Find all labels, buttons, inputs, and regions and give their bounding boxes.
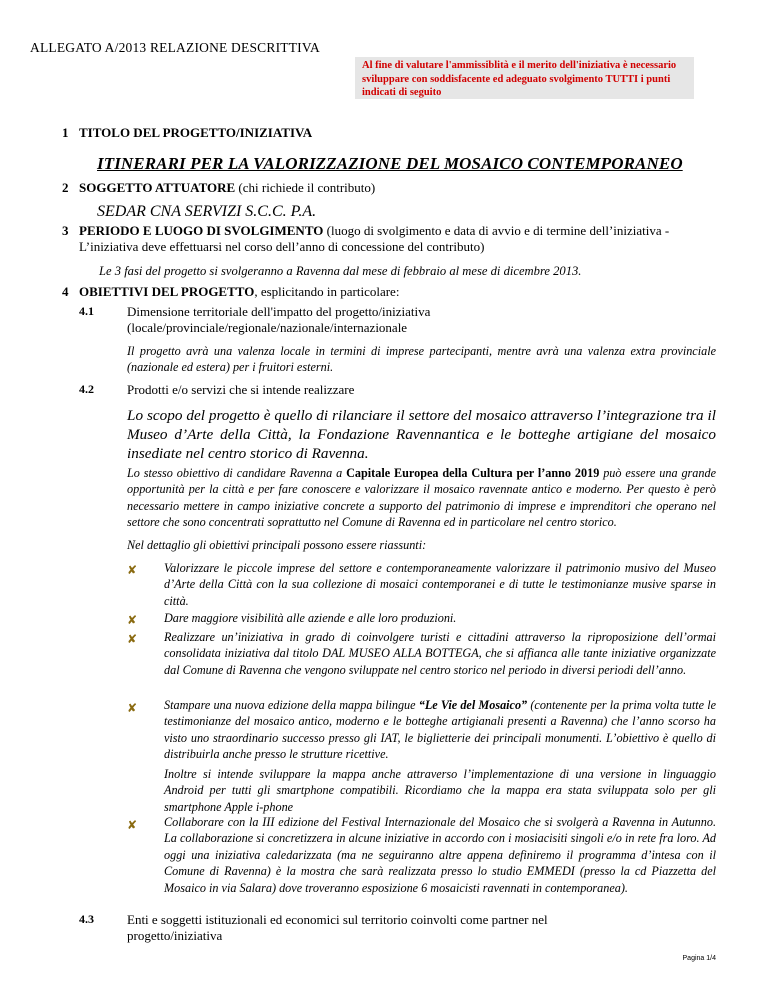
cross-bullet-icon: ✘ [127, 613, 138, 627]
cross-bullet-icon: ✘ [127, 632, 138, 646]
section3-number: 3 [62, 223, 69, 238]
section3-label: PERIODO E LUOGO DI SVOLGIMENTO [79, 223, 324, 238]
cross-bullet-icon: ✘ [127, 563, 138, 577]
para-post: può essere una grande opportunità per la città e per fare conoscere e valorizzare il mosaico ravennate antico e moderno. Per questo è però necessario mettere in campo iniziative concrete a supporto del patrimonio di imprese e imprenditori che operano nel settore che sono concentrati soprattutto nel Comune di Ravenna ed in particolare nel centro storico. [127, 466, 716, 530]
notice-box: Al fine di valutare l'ammissiblità e il merito dell'iniziativa è necessario sviluppare con soddisfacente ed adeguato svolgimento TUTTI i punti indicati di seguito [355, 57, 694, 99]
section3-note: (luogo di svolgimento e data di avvio e di termine dell’iniziativa - L’iniziativa deve effettuarsi nel corso dell’anno di concessione del contributo) [79, 223, 670, 254]
project-title: ITINERARI PER LA VALORIZZAZIONE DEL MOSAICO CONTEMPORANEO [97, 154, 683, 173]
section2-note: (chi richiede il contributo) [235, 180, 376, 195]
capital-culture-paragraph [127, 465, 716, 531]
page-number: Pagina 1/4 [682, 955, 716, 962]
objective-2: Dare maggiore visibilità alle aziende e alle loro produzioni. [164, 611, 457, 625]
sub41-value: Il progetto avrà una valenza locale in termini di imprese partecipanti, mentre avrà una valenza extra provinciale (nazionale ed estera) per i fruitori esterni. [127, 344, 716, 375]
section1-label: TITOLO DEL PROGETTO/INIZIATIVA [79, 125, 313, 140]
section4-number: 4 [62, 284, 69, 299]
objectives-intro: Nel dettaglio gli obiettivi principali possono essere riassunti: [127, 538, 427, 552]
b4-pre: Stampare una nuova edizione della mappa bilingue [164, 698, 419, 712]
section1-number: 1 [62, 125, 69, 140]
objective-5: Collaborare con la III edizione del Festival Internazionale del Mosaico che si svolgerà a Ravenna in Autunno. La collaborazione si concretizzera in alcune iniziative in accordo con i mosiacisiti singoli e/o in rete fra loro. Ad oggi una iniziativa caledarizzata (ma ne seguiranno altre appena definiremo il programma d’intesa con il Comune di Ravenna) è la mostra che sarà realizzata presso lo studio EMMEDI (presso la cd Piazzetta del Mosaico in via Salara) dove troveranno esposizione 6 mosaicisti ravennati in contemporanea). [164, 815, 716, 895]
objective-1: Valorizzare le piccole imprese del settore e contemporaneamente valorizzare il patrimonio musivo del Museo d’Arte della Città con la sua collezione di mosaici contemporanei e di tutte le testimonianze musive sparse in città. [164, 561, 716, 608]
cross-bullet-icon: ✘ [127, 701, 138, 715]
sub41-number: 4.1 [79, 304, 94, 318]
section2-label: SOGGETTO ATTUATORE [79, 180, 236, 195]
implementing-entity: SEDAR CNA SERVIZI S.C.C. P.A. [97, 203, 317, 220]
document-header: ALLEGATO A/2013 RELAZIONE DESCRITTIVA [30, 40, 321, 55]
section2-heading [79, 180, 375, 196]
sub43-number: 4.3 [79, 912, 94, 926]
sub41-label: Dimensione territoriale dell'impatto del progetto/iniziativa (locale/provinciale/regionale/nazionale/internazionale [127, 304, 431, 335]
sub42-number: 4.2 [79, 382, 94, 396]
period-location-value: Le 3 fasi del progetto si svolgeranno a Ravenna dal mese di febbraio al mese di dicembre 2013. [99, 264, 582, 278]
objective-4 [164, 697, 716, 763]
sub42-label: Prodotti e/o servizi che si intende realizzare [127, 382, 355, 397]
section4-heading [79, 284, 399, 300]
cross-bullet-icon: ✘ [127, 818, 138, 832]
b4-post: (contenente per la prima volta tutte le testimonianze del mosaico antico, moderno e le botteghe artigianali presenti a Ravenna) che l’anno scorso ha visto uno straordinario successo presso gli IAT, le biglietterie dei principali monumenti. L’obiettivo è quello di distribuirla anche presso le strutture ricettive. [164, 698, 716, 762]
sub43-label: Enti e soggetti istituzionali ed economici sul territorio coinvolti come partner nel progetto/iniziativa [127, 912, 548, 943]
section4-note: , esplicitando in particolare: [254, 284, 400, 299]
section4-label: OBIETTIVI DEL PROGETTO [79, 284, 255, 299]
section2-number: 2 [62, 180, 69, 195]
para-pre: Lo stesso obiettivo di candidare Ravenna a [127, 466, 347, 480]
objective-4-extra: Inoltre si intende sviluppare la mappa anche attraverso l’implementazione di una versione in linguaggio Android per tutti gli smartphone compatibili. Ricordiamo che la mappa era stata sviluppata solo per gli smartphone Apple i-phone [164, 767, 716, 814]
project-aim: Lo scopo del progetto è quello di rilanciare il settore del mosaico attraverso l’integrazione tra il Museo d’Arte della Città, la Fondazione Ravennantica e le botteghe artigiane del mosaico insediate nel centro storico di Ravenna. [127, 407, 716, 462]
capital-culture-highlight: Capitale Europea della Cultura per l’anno 2019 [346, 466, 600, 480]
map-title: “Le Vie del Mosaico” [418, 698, 528, 712]
section3-heading [79, 223, 719, 255]
objective-3: Realizzare un’iniziativa in grado di coinvolgere turisti e cittadini attraverso la riproposizione dell’ormai consolidata iniziativa dal titolo DAL MUSEO ALLA BOTTEGA, che si affianca alle tante iniziative organizzate dal Comune di Ravenna che vengono sviluppate nel centro storico nel periodo in diversi periodi dell’anno. [164, 630, 716, 677]
